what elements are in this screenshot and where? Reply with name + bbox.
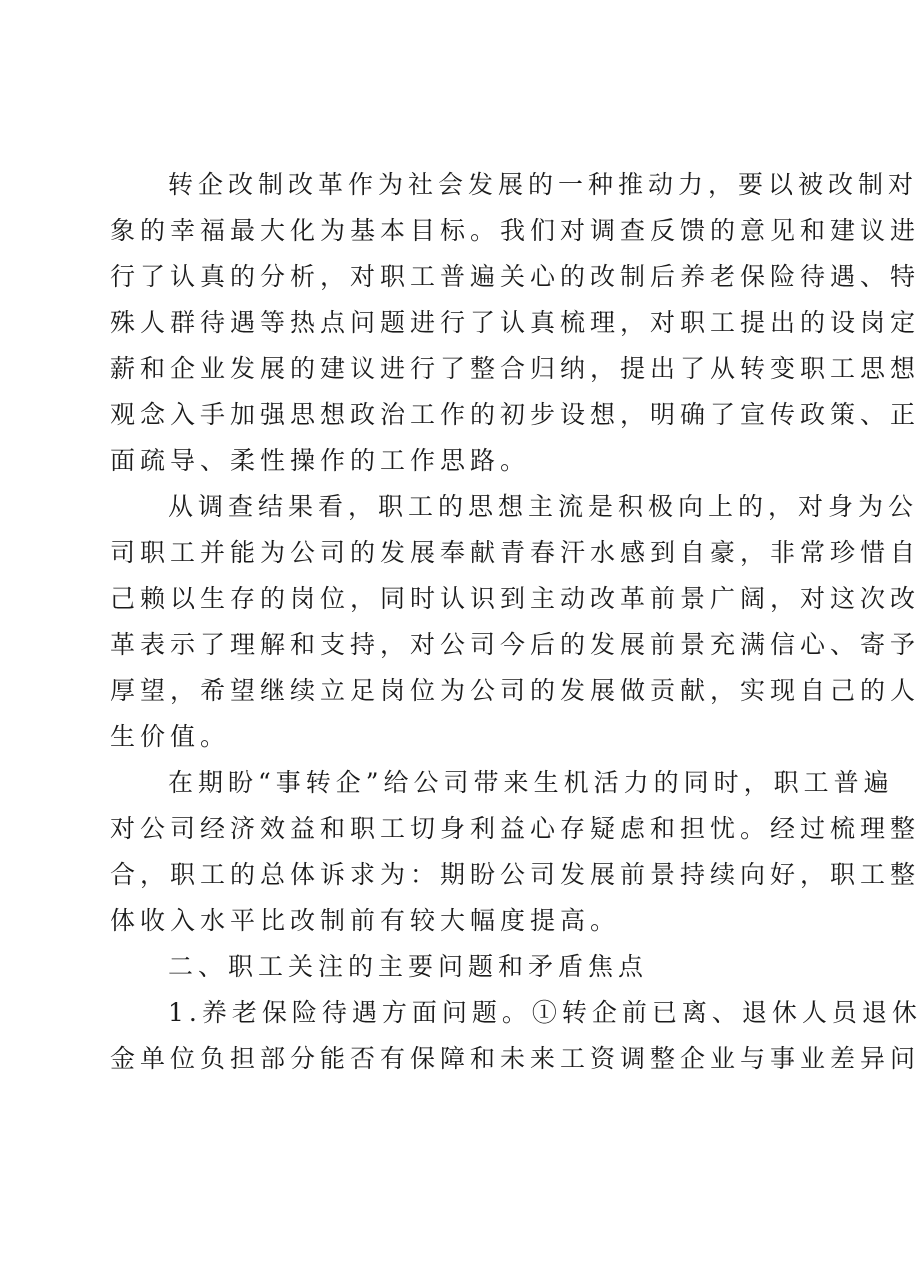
paragraph-line: 革表示了理解和支持，对公司今后的发展前景充满信心、寄予 — [110, 630, 921, 659]
paragraph-line: 观念入手加强思想政治工作的初步设想，明确了宣传政策、正 — [110, 400, 921, 429]
paragraph-line: 己赖以生存的岗位，同时认识到主动改革前景广阔，对这次改 — [110, 584, 921, 613]
paragraph-line: 对公司经济效益和职工切身利益心存疑虑和担忧。经过梳理整 — [110, 814, 921, 843]
paragraph-line: 体收入水平比改制前有较大幅度提高。 — [110, 906, 621, 935]
section-heading-text: 二、职工关注的主要问题和矛盾焦点 — [168, 952, 649, 981]
paragraph-line: 面疏导、柔性操作的工作思路。 — [110, 446, 531, 475]
paragraph-reform-goal — [110, 162, 921, 484]
paragraph-line: 薪和企业发展的建议进行了整合归纳，提出了从转变职工思想 — [110, 354, 921, 383]
paragraph-line: 合，职工的总体诉求为：期盼公司发展前景持续向好，职工整 — [110, 860, 921, 889]
paragraph-line: 厚望，希望继续立足岗位为公司的发展做贡献，实现自己的人 — [110, 676, 921, 705]
paragraph-line: 在期盼“事转企”给公司带来生机活力的同时，职工普遍 — [168, 768, 894, 797]
paragraph-line: 象的幸福最大化为基本目标。我们对调查反馈的意见和建议进 — [110, 216, 921, 245]
paragraph-line: 行了认真的分析，对职工普遍关心的改制后养老保险待遇、特 — [110, 262, 921, 291]
section-heading — [110, 944, 810, 990]
paragraph-line: 金单位负担部分能否有保障和未来工资调整企业与事业差异问 — [110, 1044, 921, 1073]
paragraph-line: 1.养老保险待遇方面问题。①转企前已离、退休人员退休 — [168, 998, 922, 1027]
paragraph-pension-issues — [110, 990, 922, 1082]
paragraph-line: 转企改制改革作为社会发展的一种推动力，要以被改制对 — [168, 170, 919, 199]
paragraph-line: 从调查结果看，职工的思想主流是积极向上的，对身为公 — [168, 492, 919, 521]
paragraph-line: 司职工并能为公司的发展奉献青春汗水感到自豪，非常珍惜自 — [110, 538, 921, 567]
paragraph-line: 生价值。 — [110, 722, 231, 751]
paragraph-line: 殊人群待遇等热点问题进行了认真梳理，对职工提出的设岗定 — [110, 308, 921, 337]
document-body — [110, 162, 922, 1082]
paragraph-survey-results — [110, 484, 921, 760]
paragraph-employee-concerns — [110, 760, 921, 944]
